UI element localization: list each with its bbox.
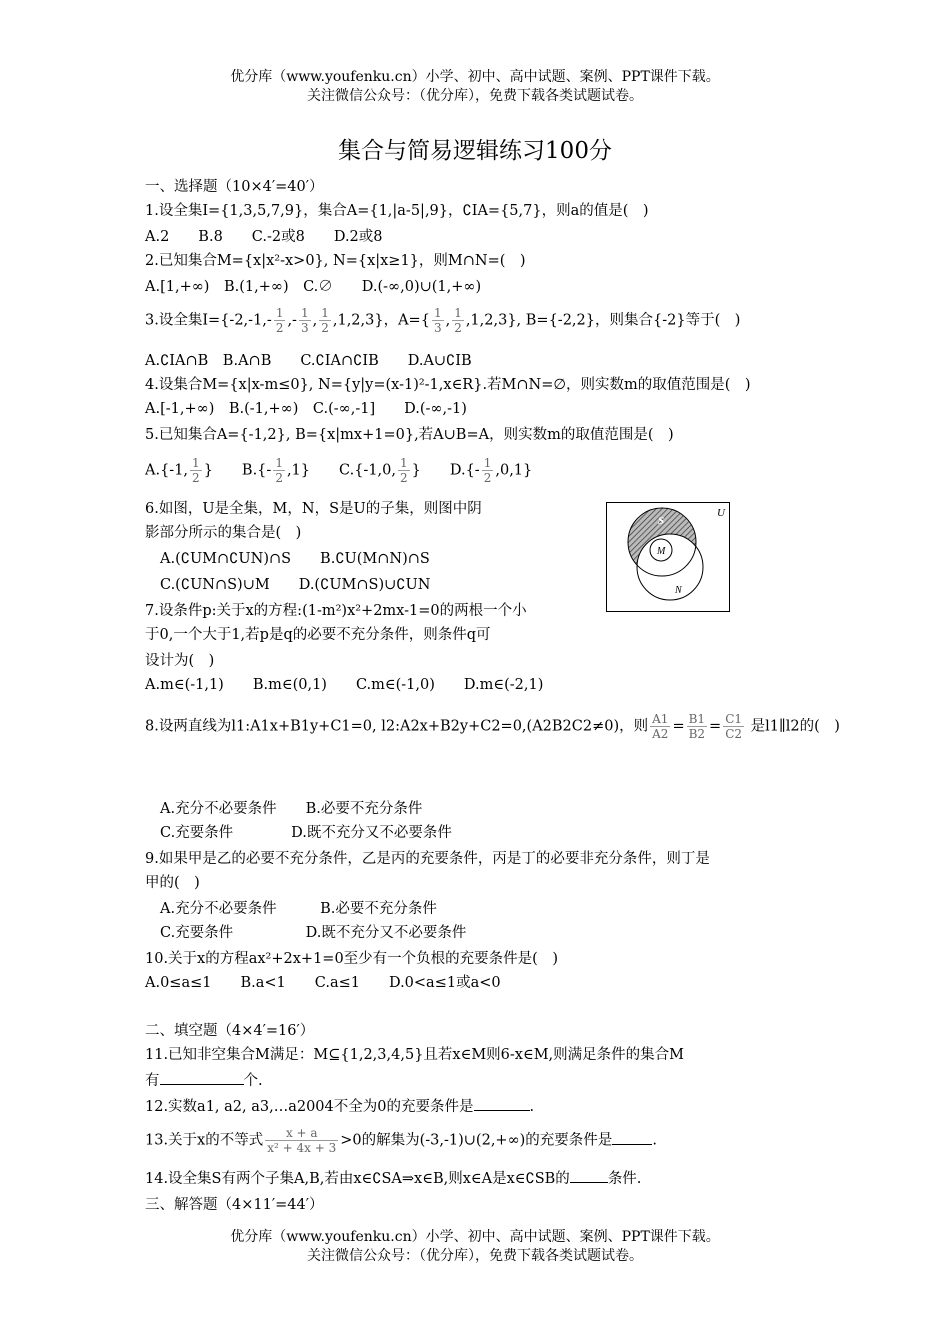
section-choice-heading: 一、选择题（10×4′=40′）: [145, 179, 324, 195]
header-line-1: 优分库（www.youfenku.cn）小学、初中、高中试题、案例、PPT课件下载。: [230, 69, 720, 85]
fraction: $\frac{1}{2}$: [321, 306, 329, 335]
label-u: U: [717, 507, 725, 519]
question-9-options-cd: C.充要条件 D.既不充分又不必要条件: [160, 925, 467, 941]
question-2-options: A.[1,+∞) B.(1,+∞) C.∅ D.(-∞,0)∪(1,+∞): [145, 279, 482, 295]
fraction: $\frac{1}{2}$: [275, 306, 284, 335]
fraction: $\frac{1}{3}$: [433, 306, 442, 335]
question-13: 13.关于x的不等式 $\frac{x + a}{\text{x² + 4x + 3}}$ >0的解集为(-3,-1)∪(2,+∞)的充要条件是 .: [145, 1126, 657, 1155]
fraction: $\frac{1}{2}$: [275, 456, 283, 485]
question-5: 5.已知集合A={-1,2}, B={x|mx+1=0},若A∪B=A，则实数m的取值范围是( ): [145, 427, 674, 443]
question-3: 3.设全集I={-2,-1,- $\frac{1}{2}$ ,- $\frac{1}{3}$ , $\frac{1}{2}$ ,1,2,3}，A={ $\frac{1}{3}$ , $\frac{1}{2}$ ,1,2,3}, B={-2,2}，则集合{-2}等于( ): [145, 306, 741, 335]
answer-blank[interactable]: [570, 1168, 608, 1183]
question-9-line-1: 9.如果甲是乙的必要不充分条件，乙是丙的充要条件，丙是丁的必要非充分条件，则丁是: [145, 851, 710, 867]
fraction: $\frac{B1}{B2}$: [688, 712, 706, 741]
question-6-options-ab: A.(∁UM∩∁UN)∩S B.∁U(M∩N)∩S: [160, 551, 430, 567]
answer-blank[interactable]: [474, 1096, 530, 1111]
fraction: $\frac{x + a}{\text{x² + 4x + 3}}$: [267, 1126, 337, 1155]
fraction: $\frac{1}{2}$: [454, 306, 462, 335]
question-7-line-2: 于0,一个大于1,若p是q的必要不充分条件，则条件q可: [145, 627, 491, 643]
label-s: S: [658, 515, 665, 527]
question-9-line-2: 甲的( ): [145, 875, 200, 891]
question-7-options: A.m∈(-1,1) B.m∈(0,1) C.m∈(-1,0) D.m∈(-2,1): [145, 677, 544, 693]
question-5-options: A.{-1, $\frac{1}{2}$ } B.{- $\frac{1}{2}$ ,1} C.{-1,0, $\frac{1}{2}$ } D.{- $\frac{1}{2}$ ,0,1}: [145, 456, 533, 485]
question-2: 2.已知集合M={x|x²-x>0}, N={x|x≥1}，则M∩N=( ): [145, 253, 526, 269]
question-11-line-1: 11.已知非空集合M满足：M⊆{1,2,3,4,5}且若x∈M则6-x∈M,则满足条件的集合M: [145, 1047, 685, 1063]
question-6-line-2: 影部分所示的集合是( ): [145, 525, 302, 541]
question-3-options: A.∁IA∩B B.A∩B C.∁IA∩∁IB D.A∪∁IB: [145, 353, 472, 369]
fraction: $\frac{1}{2}$: [192, 456, 200, 485]
fraction: $\frac{C1}{C2}$: [725, 712, 743, 741]
venn-diagram: [606, 502, 730, 612]
question-7-line-1: 7.设条件p:关于x的方程:(1-m²)x²+2mx-1=0的两根一个小: [145, 603, 527, 619]
question-8: 8.设两直线为l1:A1x+B1y+C1=0, l2:A2x+B2y+C2=0,(A2B2C2≠0)，则 $\frac{A1}{A2}$ = $\frac{B1}{B2}$ = $\frac{C1}{C2}$ 是l1∥l2的( ): [145, 712, 840, 741]
question-6-line-1: 6.如图，U是全集，M，N，S是U的子集，则图中阴: [145, 501, 482, 517]
question-10-options: A.0≤a≤1 B.a<1 C.a≤1 D.0<a≤1或a<0: [145, 975, 501, 991]
page-title: 集合与简易逻辑练习100分: [338, 138, 612, 164]
question-4-options: A.[-1,+∞) B.(-1,+∞) C.(-∞,-1] D.(-∞,-1): [145, 401, 467, 417]
header-line-2: 关注微信公众号：（优分库），免费下载各类试题试卷。: [307, 88, 643, 104]
footer-line-1: 优分库（www.youfenku.cn）小学、初中、高中试题、案例、PPT课件下载。: [230, 1229, 720, 1245]
question-4: 4.设集合M={x|x-m≤0}, N={y|y=(x-1)²-1,x∈R}.若M∩N=∅，则实数m的取值范围是( ): [145, 377, 751, 393]
question-1-options: A.2 B.8 C.-2或8 D.2或8: [145, 229, 383, 245]
fraction: $\frac{1}{2}$: [400, 456, 408, 485]
fraction: $\frac{A1}{A2}$: [652, 712, 669, 741]
question-11-line-2: 有 个.: [145, 1070, 263, 1092]
footer-line-2: 关注微信公众号：（优分库），免费下载各类试题试卷。: [307, 1248, 643, 1264]
section-fill-heading: 二、填空题（4×4′=16′）: [145, 1023, 315, 1039]
question-12: 12.实数a1, a2, a3,…a2004不全为0的充要条件是 .: [145, 1096, 534, 1118]
question-14: 14.设全集S有两个子集A,B,若由x∈∁SA⇒x∈B,则x∈A是x∈∁SB的 条件.: [145, 1168, 641, 1190]
question-7-line-3: 设计为( ): [145, 653, 215, 669]
label-n: N: [675, 585, 682, 596]
answer-blank[interactable]: [160, 1070, 244, 1085]
answer-blank[interactable]: [612, 1130, 652, 1145]
question-9-options-ab: A.充分不必要条件 B.必要不充分条件: [160, 901, 437, 917]
fraction: $\frac{1}{3}$: [300, 306, 309, 335]
question-8-options-ab: A.充分不必要条件 B.必要不充分条件: [160, 801, 423, 817]
question-1: 1.设全集I={1,3,5,7,9}，集合A={1,|a-5|,9}，∁IA={5,7}，则a的值是( ): [145, 203, 649, 219]
section-answer-heading: 三、解答题（4×11′=44′）: [145, 1197, 324, 1213]
question-6-options-cd: C.(∁UN∩S)∪M D.(∁UM∩S)∪∁UN: [160, 577, 431, 593]
question-10: 10.关于x的方程ax²+2x+1=0至少有一个负根的充要条件是( ): [145, 951, 558, 967]
question-8-options-cd: C.充要条件 D.既不充分又不必要条件: [160, 825, 452, 841]
label-m: M: [657, 546, 666, 557]
fraction: $\frac{1}{2}$: [483, 456, 492, 485]
